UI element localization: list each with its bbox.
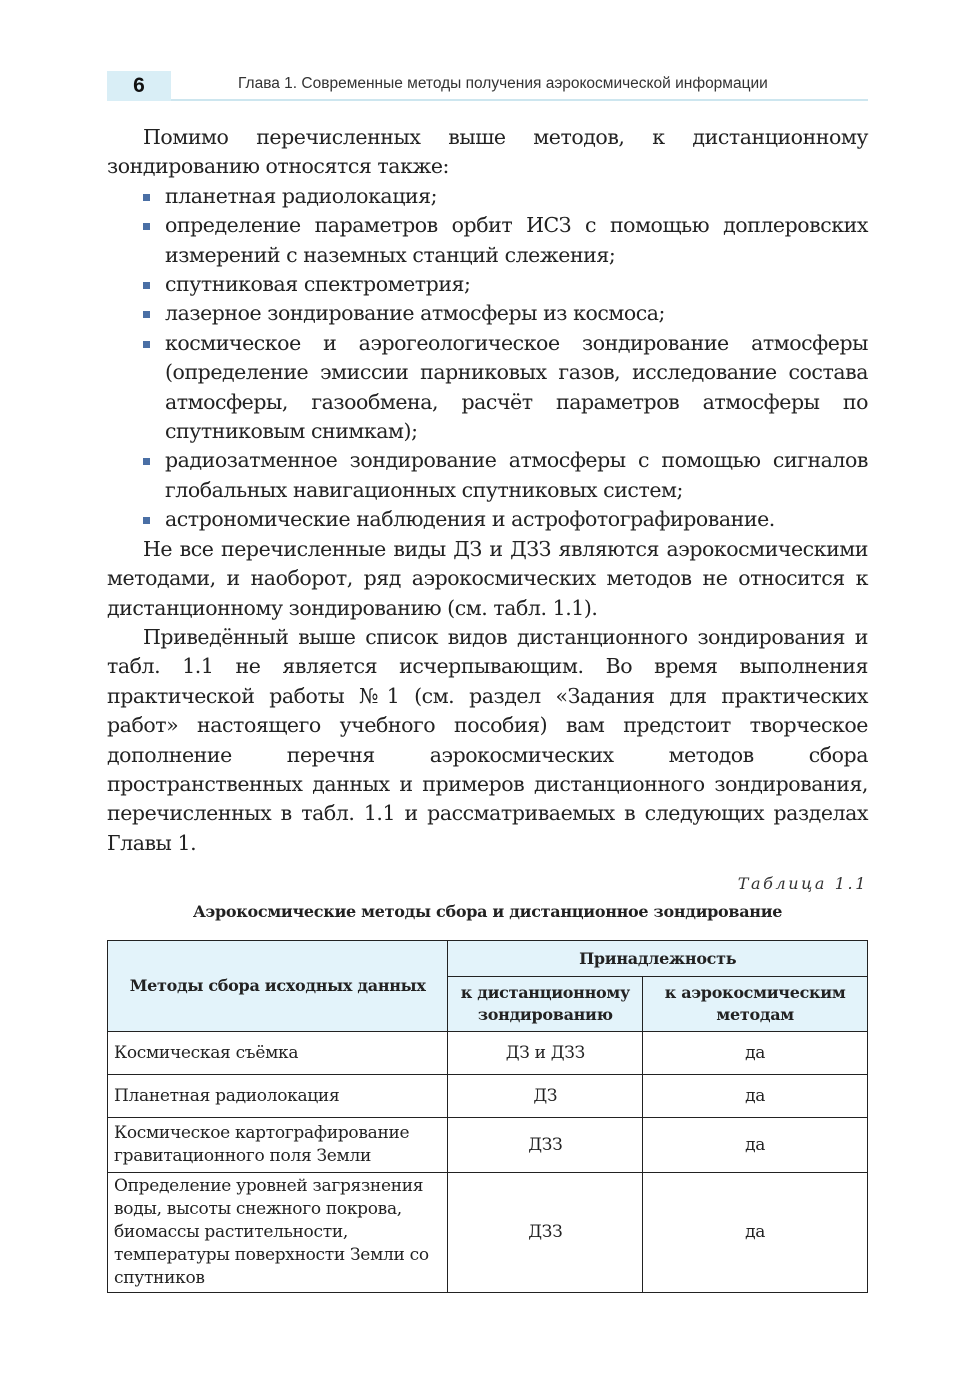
table-row xyxy=(108,1173,868,1293)
methods-table xyxy=(107,940,868,1293)
list-item-text: определение параметров орбит ИСЗ с помощью доплеровских измерений с наземных станций слежения; xyxy=(165,213,868,267)
list-item-text: радиозатменное зондирование атмосферы с помощью сигналов глобальных навигационных спутниковых систем; xyxy=(165,448,868,502)
list-item xyxy=(107,270,868,299)
intro-paragraph: Помимо перечисленных выше методов, к дистанционному зондированию относятся также: xyxy=(107,125,868,179)
cell-aerospace: да xyxy=(643,1173,868,1293)
cell-aerospace: да xyxy=(643,1075,868,1118)
list-item xyxy=(107,505,868,534)
list-item-text: лазерное зондирование атмосферы из космоса; xyxy=(165,301,666,326)
cell-aerospace: да xyxy=(643,1118,868,1173)
list-item xyxy=(107,211,868,270)
cell-method: Космическое картографирование гравитационного поля Земли xyxy=(108,1118,448,1173)
bullet-icon xyxy=(143,223,150,230)
table-row xyxy=(108,1032,868,1075)
list-item xyxy=(107,182,868,211)
list-item-text: спутниковая спектрометрия; xyxy=(165,272,471,297)
list-item xyxy=(107,446,868,505)
list-item-text: планетная радиолокация; xyxy=(165,183,438,208)
bullet-icon xyxy=(143,458,150,465)
list-item xyxy=(107,329,868,447)
header-aerospace: к аэрокосмическим методам xyxy=(643,977,868,1032)
paragraph-list-not-exhaustive: Приведённый выше список видов дистанционного зондирования и табл. 1.1 не является исчерпывающим. Во время выполнения практической работы №1 (см. раздел «Задания для практических работ» настоящего учебного пособия) вам предстоит творческое дополнение перечня аэрокосмических методов сбора пространственных данных и примеров дистанционного зондирования, перечисленных в табл. 1.1 и рассматриваемых в следующих разделах Главы 1. xyxy=(107,624,868,855)
running-title: Глава 1. Современные методы получения аэрокосмической информации xyxy=(238,75,768,92)
bullet-icon xyxy=(143,282,150,289)
table-row xyxy=(108,1118,868,1173)
table-label: Таблица 1.1 xyxy=(737,874,868,893)
cell-method: Космическая съёмка xyxy=(108,1032,448,1075)
page-header xyxy=(107,71,868,101)
cell-method: Определение уровней загрязнения воды, высоты снежного покрова, биомассы растительности, температуры поверхности Земли со спутников xyxy=(108,1173,448,1293)
cell-remote-sensing: ДЗЗ xyxy=(448,1118,643,1173)
cell-method: Планетная радиолокация xyxy=(108,1075,448,1118)
list-item xyxy=(107,299,868,328)
cell-remote-sensing: ДЗ xyxy=(448,1075,643,1118)
page-number: 6 xyxy=(107,71,171,101)
header-group: Принадлежность xyxy=(448,941,868,977)
cell-aerospace: да xyxy=(643,1032,868,1075)
main-text xyxy=(107,123,868,858)
cell-remote-sensing: ДЗ и ДЗЗ xyxy=(448,1032,643,1075)
bullet-icon xyxy=(143,311,150,318)
bullet-icon xyxy=(143,517,150,524)
list-item-text: астрономические наблюдения и астрофотографирование. xyxy=(165,507,775,532)
header-remote-sensing: к дистанционному зондированию xyxy=(448,977,643,1032)
bullet-icon xyxy=(143,341,150,348)
list-item-text: космическое и аэрогеологическое зондирование атмосферы (определение эмиссии парниковых газов, исследование состава атмосферы, газообмена, расчёт параметров атмосферы по спутниковым снимкам); xyxy=(165,330,868,444)
table-row xyxy=(108,1075,868,1118)
header-rule xyxy=(171,99,868,101)
table-title: Аэрокосмические методы сбора и дистанционное зондирование xyxy=(192,902,783,921)
bullet-icon xyxy=(143,194,150,201)
cell-remote-sensing: ДЗЗ xyxy=(448,1173,643,1293)
paragraph-not-all: Не все перечисленные виды ДЗ и ДЗЗ являются аэрокосмическими методами, и наоборот, ряд аэрокосмических методов не относится к дистанционному зондированию (см. табл. 1.1). xyxy=(107,536,868,620)
methods-list xyxy=(107,182,868,535)
header-methods: Методы сбора исходных данных xyxy=(108,941,448,1032)
